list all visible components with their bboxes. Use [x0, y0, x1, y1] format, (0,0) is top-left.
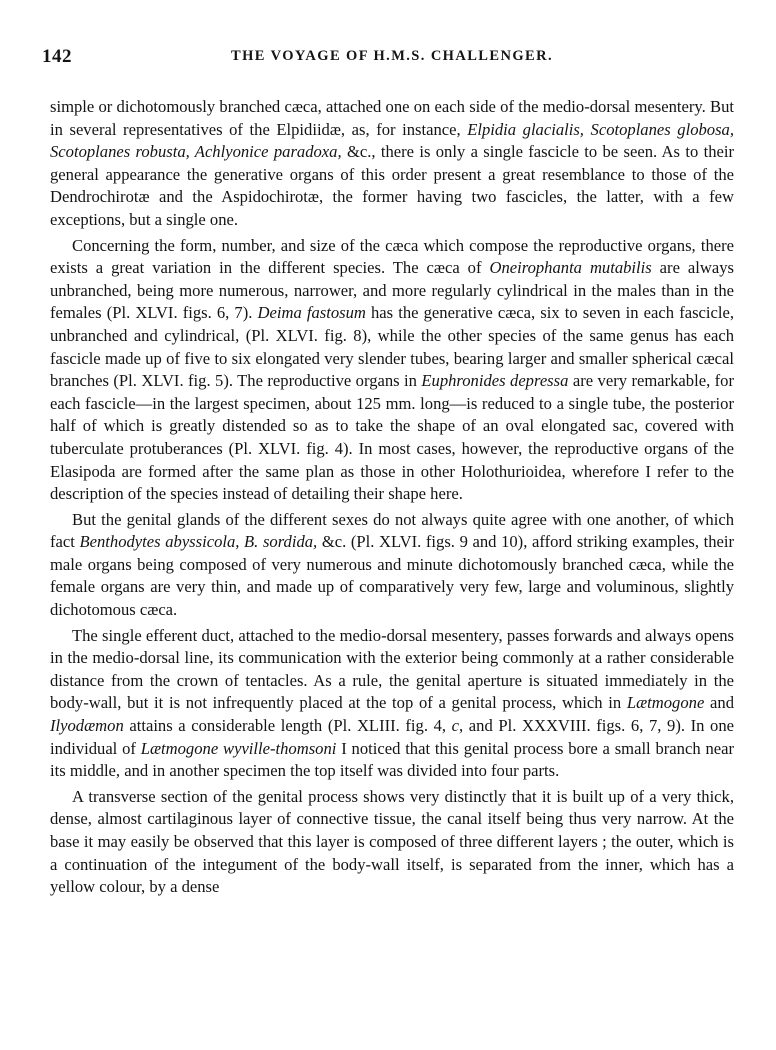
italic-text-segment: Euphronides depressa: [421, 371, 569, 391]
italic-text-segment: c: [451, 716, 460, 736]
page-number: 142: [42, 46, 72, 67]
text-segment: , and Pl. XXXVIII. figs. 6, 7, 9). In one individual of: [50, 716, 734, 758]
italic-text-segment: Oneirophanta mutabilis: [489, 258, 652, 278]
text-segment: I noticed that this genital process bore a small branch near its middle, and in another specimen the top itself was divided into four parts.: [50, 738, 734, 781]
paragraph: [50, 235, 734, 506]
text-segment: But the genital glands of the different sexes do not always quite agree with one another, of which fact: [50, 509, 734, 552]
paragraph: [50, 786, 734, 899]
text-segment: &c. (Pl. XLVI. figs. 9 and 10), afford striking examples, their male organs being composed of very numerous and minute dichotomously branched cæca, while the female organs are very thin, and made up of comparatively very few, large and voluminous, slightly dichotomous cæca.: [50, 532, 735, 620]
italic-text-segment: Ilyodæmon: [50, 716, 124, 736]
text-segment: Concerning the form, number, and size of the cæca which compose the reproductive organs, there exists a great variation in the different species. The cæca of: [50, 235, 734, 278]
text-segment: The single efferent duct, attached to the medio-dorsal mesentery, passes forwards and always opens in the medio-dorsal line, its communication with the exterior being commonly at a rather considerable distance from the crown of tentacles. As a rule, the genital aperture is situated immediately in the body-wall, but it is not infrequently placed at the top of a genital process, which in: [50, 625, 734, 713]
text-segment: and: [704, 693, 734, 713]
text-segment: has the generative cæca, six to seven in each fascicle, unbranched and cylindrical, (Pl. XLVI. fig. 8), while the other species of the same genus has each fascicle made up of five to six elongated very slender tubes, bearing larger and smaller spherical cæcal branches (Pl. XLVI. fig. 5). The reproductive organs in: [50, 303, 735, 391]
italic-text-segment: Benthodytes abyssicola, B. sordida,: [79, 532, 318, 552]
paragraph: [50, 96, 734, 232]
paragraph: [50, 625, 734, 783]
italic-text-segment: Elpidia glacialis, Scotoplanes globosa, Scotoplanes robusta, Achlyonice paradoxa,: [50, 119, 735, 162]
text-segment: A transverse section of the genital process shows very distinctly that it is built up of a very thick, dense, almost cartilaginous layer of connective tissue, the canal itself being thus very narrow. At the base it may easily be observed that this layer is composed of three different layers ; the outer, which is a continuation of the integument of the body-wall itself, is separated from the inner, which has a yellow colour, by a dense: [50, 786, 734, 897]
italic-text-segment: Lætmogone wyville-thomsoni: [140, 738, 337, 758]
italic-text-segment: Lætmogone: [626, 693, 705, 713]
body-text: [50, 96, 734, 899]
text-segment: are very remarkable, for each fascicle—in the largest specimen, about 125 mm. long—is reduced to a single tube, the posterior half of which is greatly distended so as to take the shape of an oval elongated sac, covered with tuberculate protuberances (Pl. XLVI. fig. 4). In most cases, however, the reproductive organs of the Elasipoda are formed after the same plan as those in other Holothurioidea, wherefore I refer to the description of the species instead of detailing their shape here.: [50, 371, 734, 504]
text-segment: attains a considerable length (Pl. XLIII. fig. 4,: [123, 716, 452, 736]
text-segment: are always unbranched, being more numerous, narrower, and more regularly cylindrical in the males than in the females (Pl. XLVI. figs. 6, 7).: [50, 258, 734, 323]
text-segment: simple or dichotomously branched cæca, attached one on each side of the medio-dorsal mesentery. But in several representatives of the Elpidiidæ, as, for instance,: [50, 97, 734, 139]
document-page: [42, 46, 735, 902]
paragraph: [50, 509, 734, 622]
page-header: [42, 46, 734, 72]
text-segment: &c., there is only a single fascicle to be seen. As to their general appearance the generative organs of this order present a great resemblance to those of the Dendrochirotæ and the Aspidochirotæ, the former having two fascicles, the latter, with a few exceptions, but a single one.: [50, 142, 734, 229]
running-title: THE VOYAGE OF H.M.S. CHALLENGER.: [231, 48, 553, 64]
italic-text-segment: Deima fastosum: [257, 303, 366, 323]
